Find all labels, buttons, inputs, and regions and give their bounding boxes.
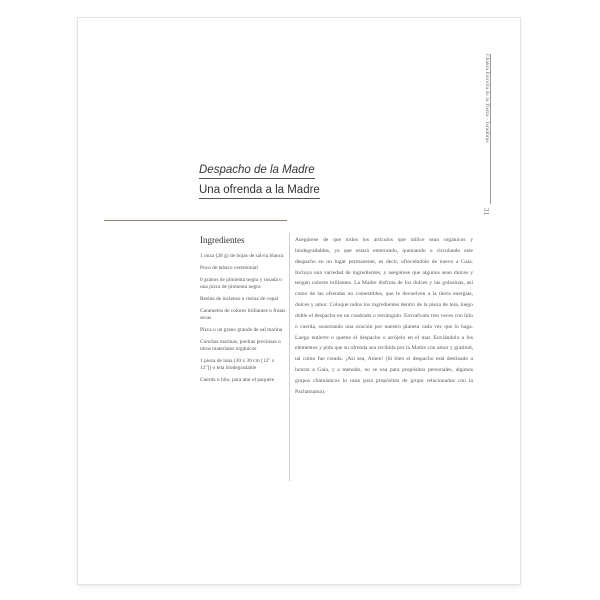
- ingredients-list: [200, 253, 286, 384]
- running-head-text: Chakra Estrella de la Tierra · Ieraübras: [484, 54, 490, 143]
- ingredient-item: 1 onza (28 g) de hojas de salvia blanca: [200, 253, 284, 259]
- ingredient-item: Resina de incienso o resina de copal: [200, 296, 279, 302]
- ingredient-item: Caramelos de colores brillantes o frutas secas: [200, 308, 286, 321]
- running-head: [481, 54, 493, 204]
- recipe-title: [199, 164, 320, 204]
- ingredients-heading: Ingredientes: [200, 235, 245, 245]
- instructions-text: Asegúrese de que todos los artículos que utilice sean orgánicos y biodegradables, ya que estará enterrando, quemando o circulando este despacho en un lugar permanente, es decir, ofreciéndolo de nuevo a Gaia. Incluya una variedad de ingredientes, y asegúrese que algunos sean dulces y tengan colores brillantes. La Madre disfruta de los dulces y las golosinas, así como de las ofrendas no comestibles, que le devuelven a la tierra energías, dulces y amor. Coloque todos los ingredientes dentro de la pieza de tela, luego doble el despacho en un cuadrado o rectángulo. Envuélvalo tres veces con hilo o cuerda, susurrando una oración por nuestro planeta cada vez que lo haga. Luego entierre o queme el despacho o arrójelo en el mar. Enviándolo a los elementos y pida que su ofrenda sea recibida por la Madre con amor y gratitud, tal como fue creada. ¡Así sea, Amen! (Si bien el despacho está destinado a honrar a Gaia, y a menudo, no se usa para propósitos personales, algunos grupos chamánicos lo usan para propósitos de grupo relacionados con la Pachamama).: [295, 237, 473, 395]
- column-divider: [289, 233, 290, 481]
- title-line-1: Despacho de la Madre: [199, 164, 315, 179]
- ingredient-item: 6 granos de pimienta negra y rosada o una pizca de pimienta negra: [200, 277, 282, 290]
- ingredient-item: Pizca o un grano grande de sal marina: [200, 327, 283, 333]
- ingredient-item: Cuerda o hilo, para atar el paquete: [200, 377, 275, 383]
- page-number: 31: [482, 208, 490, 215]
- title-line-2: Una ofrenda a la Madre: [199, 184, 320, 199]
- ingredient-item: 1 pieza de lona (30 x 30 cm [12" x 12"]) o tela biodegradable: [200, 358, 275, 371]
- ingredient-item: Poco de tabaco ceremonial: [200, 265, 258, 271]
- section-divider: [104, 220, 287, 221]
- ingredients-column: [200, 235, 286, 389]
- book-page: [78, 18, 520, 584]
- ingredient-item: Conchas marinas, piedras preciosas u otros materiales orgánicos: [200, 339, 281, 352]
